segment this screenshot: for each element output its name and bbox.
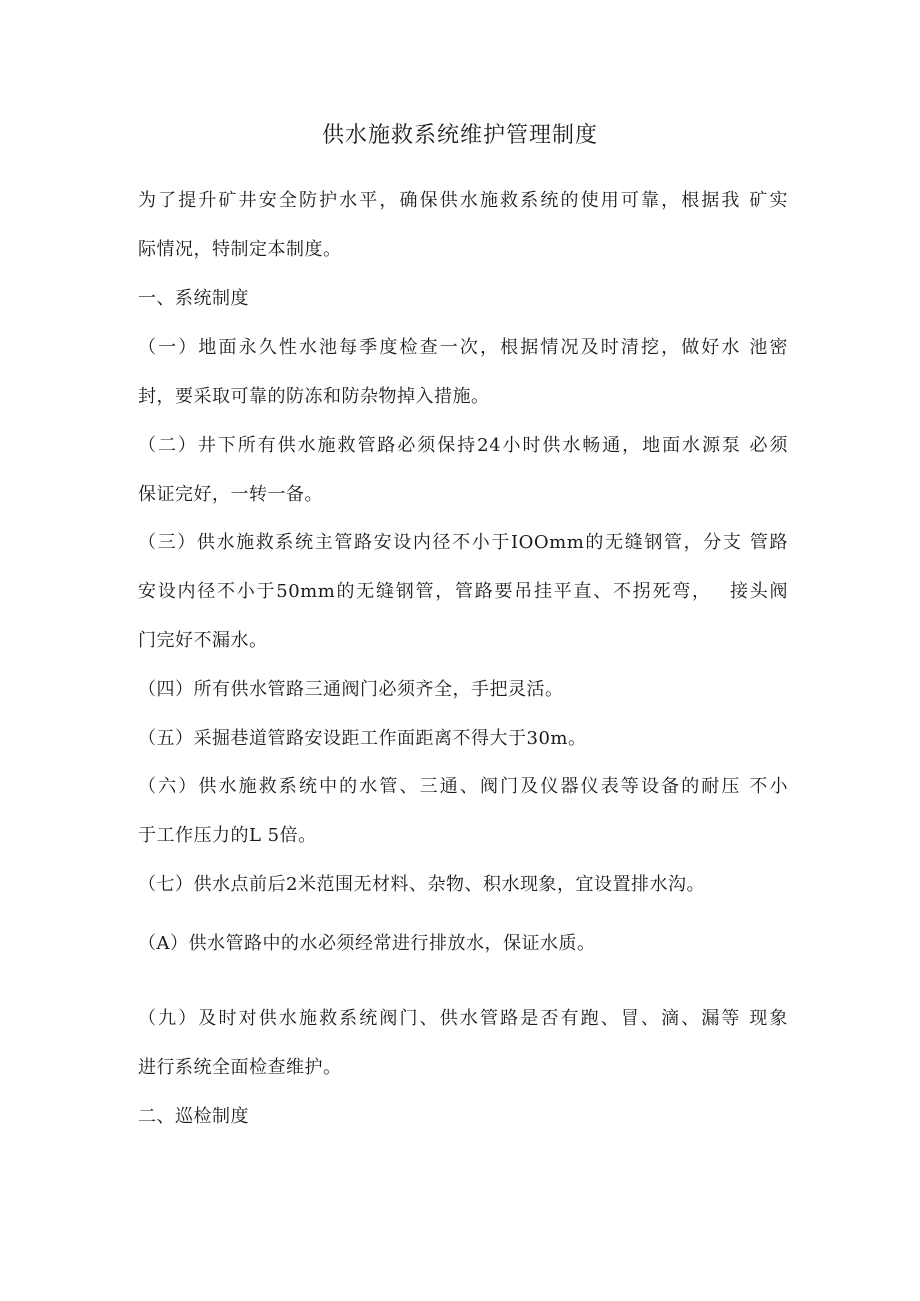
item-9-line-1: （九）及时对供水施救系统阀门、供水管路是否有跑、冒、滴、漏等 现象 (138, 1008, 788, 1029)
item-6-line-2: 于工作压力的L 5倍。 (138, 825, 317, 846)
item-3-line-2: 安设内径不小于50mm的无缝钢管，管路要吊挂平直、不拐死弯， 接头阀 (138, 581, 788, 602)
item-1-line-2: 封，要采取可靠的防冻和防杂物掉入措施。 (138, 386, 490, 407)
item-9-line-2: 进行系统全面检查维护。 (138, 1057, 342, 1078)
document-title: 供水施救系统维护管理制度 (321, 123, 598, 148)
item-8: （A）供水管路中的水必须经常进行排放水，保证水质。 (138, 933, 596, 954)
item-6-line-1: （六）供水施救系统中的水管、三通、阀门及仪器仪表等设备的耐压 不小 (138, 776, 788, 797)
section-heading-inspection: 二、巡检制度 (138, 1106, 249, 1127)
item-5: （五）采掘巷道管路安设距工作面距离不得大于30m。 (138, 728, 587, 749)
item-3-line-1: （三）供水施救系统主管路安设内径不小于IOOmm的无缝钢管，分支 管路 (138, 532, 788, 553)
paragraph-intro-line-1: 为了提升矿井安全防护水平，确保供水施救系统的使用可靠，根据我 矿实 (138, 190, 788, 211)
item-7: （七）供水点前后2米范围无材料、杂物、积水现象，宜设置排水沟。 (138, 874, 705, 895)
item-2-line-2: 保证完好，一转一备。 (138, 484, 323, 505)
item-2-line-1: （二）井下所有供水施救管路必须保持24小时供水畅通，地面水源泵 必须 (138, 435, 788, 456)
section-heading-system: 一、系统制度 (138, 288, 249, 309)
item-1-line-1: （一）地面永久性水池每季度检查一次，根据情况及时清挖，做好水 池密 (138, 337, 788, 358)
item-3-line-3: 门完好不漏水。 (138, 630, 268, 651)
paragraph-intro-line-2: 际情况，特制定本制度。 (138, 239, 342, 260)
item-4: （四）所有供水管路三通阀门必须齐全，手把灵活。 (138, 679, 564, 700)
